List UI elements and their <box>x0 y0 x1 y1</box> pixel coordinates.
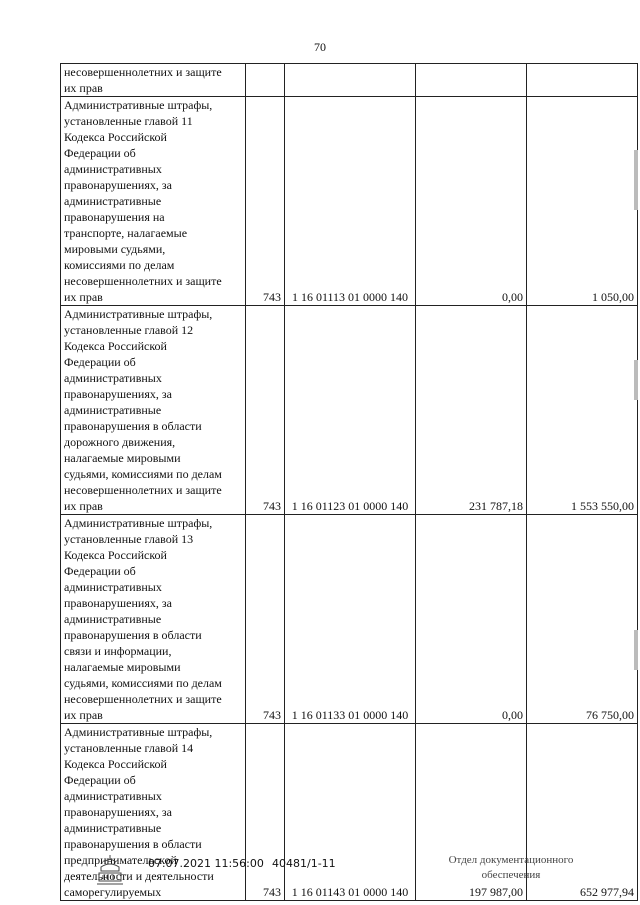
row-name-cell: Административные штрафы, установленные главой 11 Кодекса Российской Федерации об административных правонарушениях, за административные правонарушения на транспорте, налагаемые мировыми судьями, комиссиями по делам несовершеннолетних и защите их прав <box>61 97 246 306</box>
row-plan-cell: 0,00 <box>416 97 527 306</box>
row-admin-cell: 743 <box>246 724 285 901</box>
row-plan-cell <box>416 64 527 97</box>
row-fact-cell: 1 553 550,00 <box>527 306 638 515</box>
table-row <box>61 97 638 306</box>
footer-doc-number: 40481/1-11 <box>272 857 336 870</box>
row-plan-cell: 197 987,00 <box>416 724 527 901</box>
row-admin-cell: 743 <box>246 97 285 306</box>
table-row <box>61 515 638 724</box>
row-plan-cell: 231 787,18 <box>416 306 527 515</box>
document-footer <box>0 850 640 900</box>
row-admin-cell <box>246 64 285 97</box>
scan-edge-mark <box>634 360 638 400</box>
row-admin-cell: 743 <box>246 515 285 724</box>
emblem-stamp-icon <box>95 853 125 891</box>
row-code-cell: 1 16 01113 01 0000 140 <box>285 97 416 306</box>
row-code-cell: 1 16 01133 01 0000 140 <box>285 515 416 724</box>
footer-department-stamp: Отдел документационного обеспечения <box>448 854 574 881</box>
row-code-cell <box>285 64 416 97</box>
row-fact-cell <box>527 64 638 97</box>
page-number: 70 <box>314 40 326 54</box>
row-plan-cell: 0,00 <box>416 515 527 724</box>
row-name-cell: Административные штрафы, установленные главой 13 Кодекса Российской Федерации об административных правонарушениях, за административные правонарушения в области связи и информации, налагаемые мировыми судьями, комиссиями по делам несовершеннолетних и защите их прав <box>61 515 246 724</box>
row-name-cell: Административные штрафы, установленные главой 14 Кодекса Российской Федерации об административных правонарушениях, за административные правонарушения в области предпринимательской деятельности и деятельности саморегулируемых <box>61 724 246 901</box>
row-fact-cell: 76 750,00 <box>527 515 638 724</box>
row-fact-cell: 1 050,00 <box>527 97 638 306</box>
row-name-cell: Административные штрафы, установленные главой 12 Кодекса Российской Федерации об административных правонарушениях, за административные правонарушения в области дорожного движения, налагаемые мировыми судьями, комиссиями по делам несовершеннолетних и защите их прав <box>61 306 246 515</box>
row-code-cell: 1 16 01143 01 0000 140 <box>285 724 416 901</box>
budget-table <box>60 63 638 901</box>
row-fact-cell: 652 977,94 <box>527 724 638 901</box>
row-code-cell: 1 16 01123 01 0000 140 <box>285 306 416 515</box>
table-row <box>61 64 638 97</box>
scan-edge-mark <box>634 630 638 670</box>
table-row <box>61 306 638 515</box>
row-admin-cell: 743 <box>246 306 285 515</box>
footer-date: 07.07.2021 11:56:00 <box>148 857 264 870</box>
row-name-cell: несовершеннолетних и защите их прав <box>61 64 246 97</box>
scan-edge-mark <box>634 150 638 210</box>
